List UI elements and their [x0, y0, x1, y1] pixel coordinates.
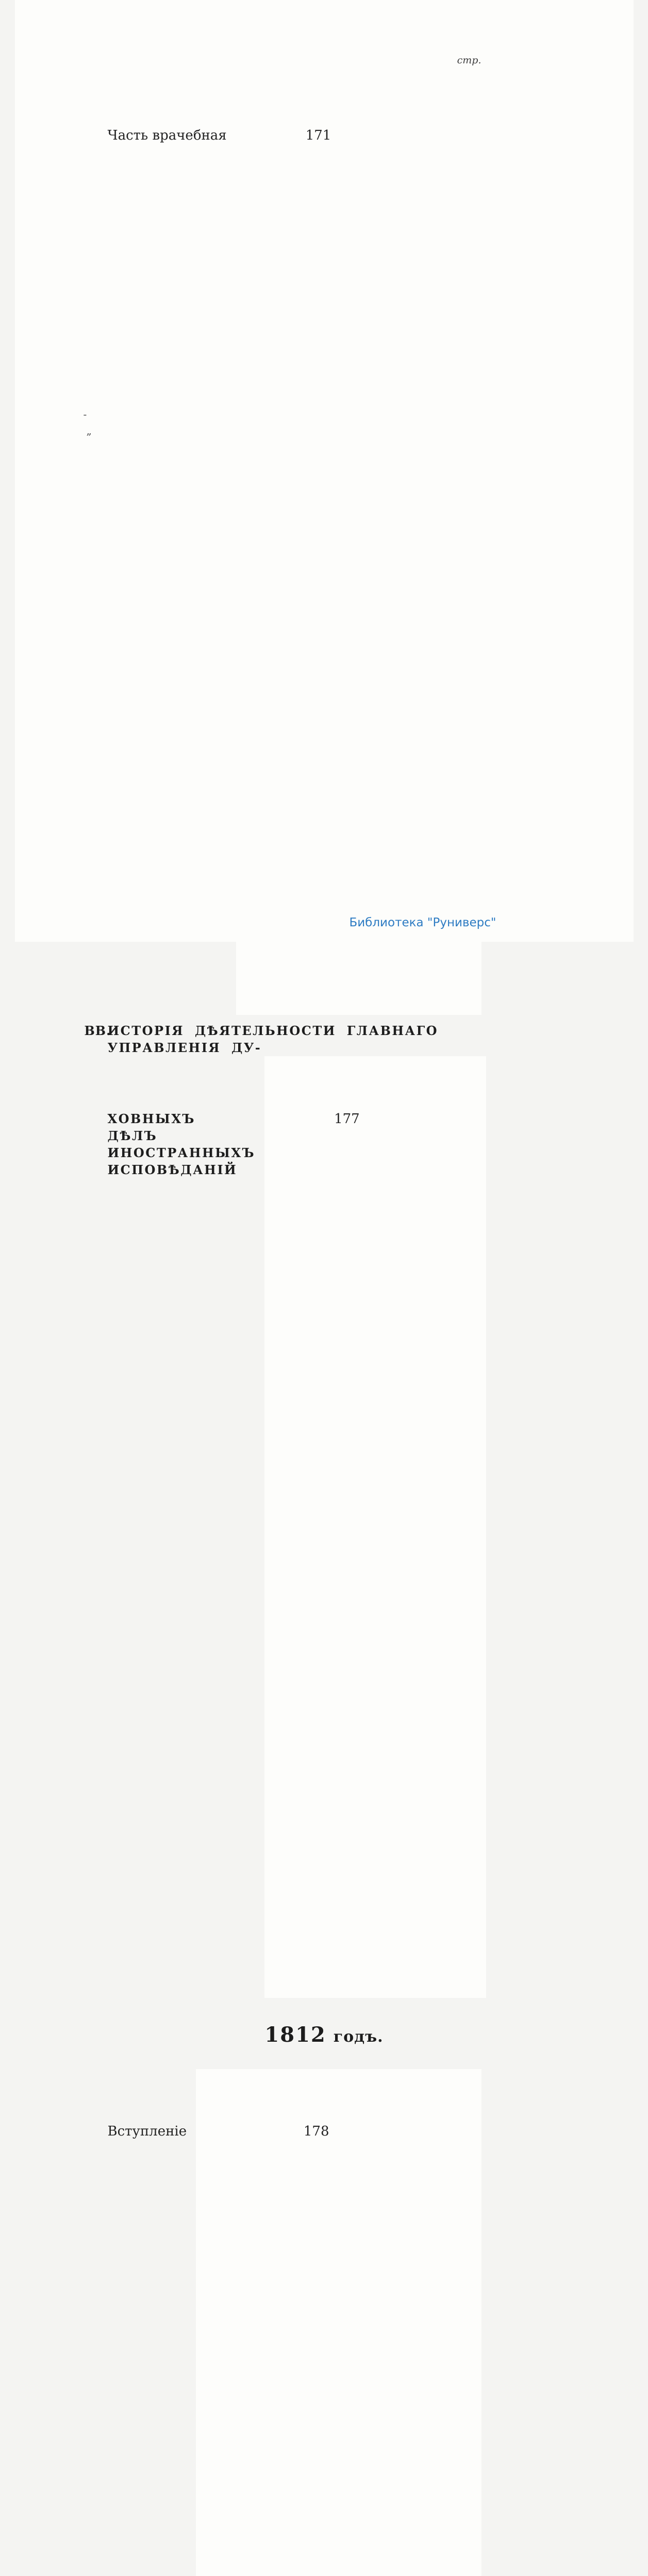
scan-artifact: „ [86, 425, 92, 437]
page-column-label: стр. [457, 55, 481, 66]
section-heading-line: ИСТОРІЯ ДѢЯТЕЛЬНОСТИ ГЛАВНАГО УПРАВЛЕНІЯ ДУ- [107, 1023, 439, 1055]
chapter-word: годъ. [333, 2028, 384, 2046]
section-heading-line [108, 1056, 481, 1998]
section-heading [85, 1022, 481, 1998]
entry-label: Вступленіе [107, 2124, 187, 2139]
scan-artifact: - [83, 408, 87, 420]
entry-page-number: 171 [236, 73, 481, 1015]
chapter-heading [126, 2023, 523, 2052]
book-page [15, 0, 634, 2139]
section-letter-prefix: ВВ. [84, 1023, 111, 1038]
toc-entry [85, 73, 481, 1015]
entry-label: Часть врачебная [107, 128, 227, 143]
entry-page-number: 177 [264, 1056, 486, 1998]
table-of-contents [85, 55, 481, 2576]
library-watermark: Библиотека "Руниверс" [349, 916, 496, 929]
section-label: ХОВНЫХЪ ДѢЛЪ ИНОСТРАННЫХЪ ИСПОВѢДАНІЙ [107, 1111, 256, 1177]
entry-page-number: 178 [196, 2069, 481, 2576]
chapter-year: 1812 [264, 2023, 326, 2047]
toc-entry [85, 2069, 481, 2576]
